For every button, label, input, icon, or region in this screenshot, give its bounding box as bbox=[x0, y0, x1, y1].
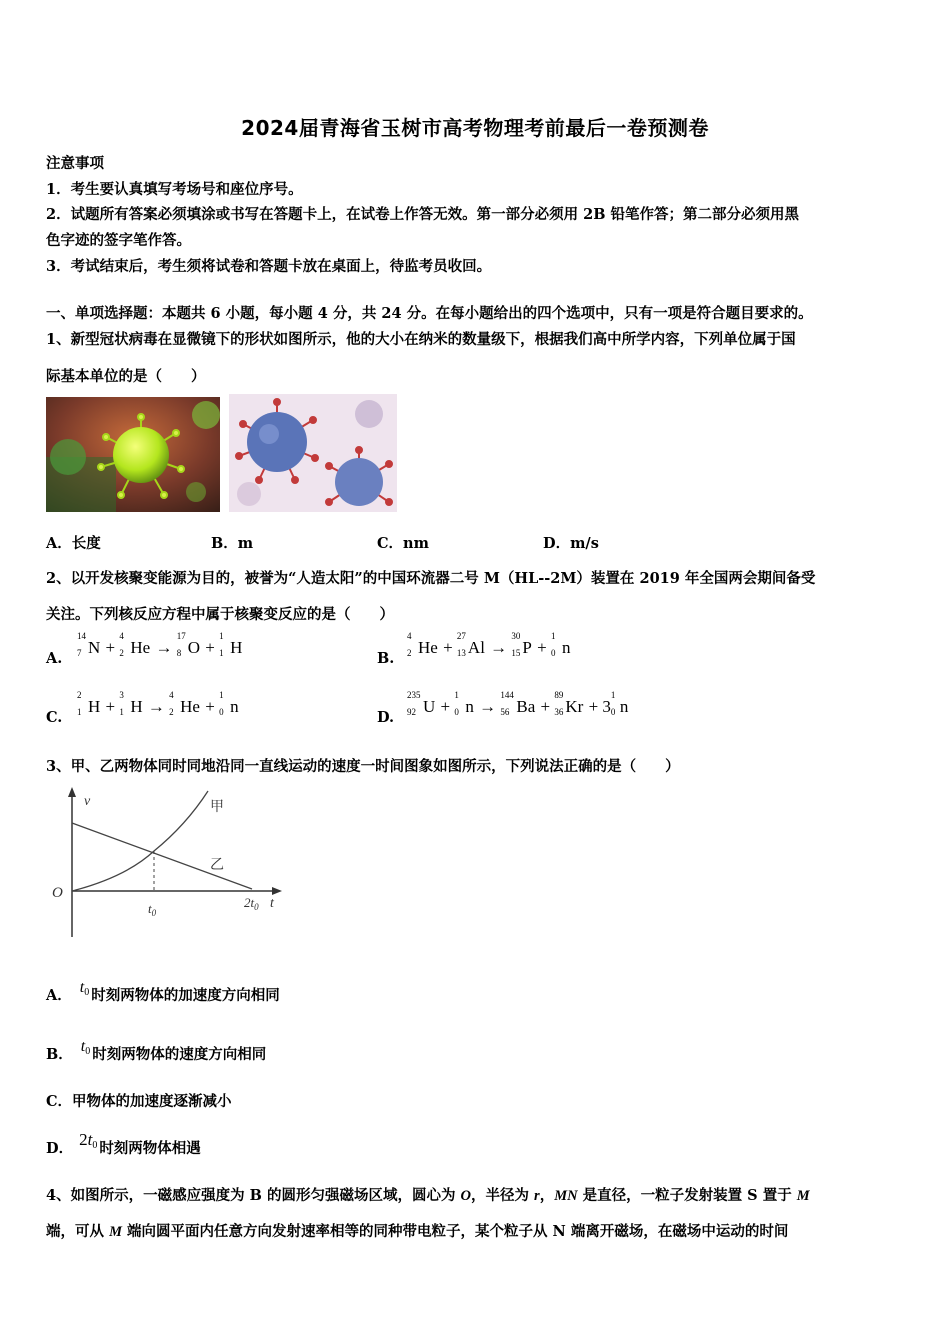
q2-stem-line1: 2、以开发核聚变能源为目的，被誉为“人造太阳”的中国环流器二号 M（HL--2M）装置在 2019 年全国两会期间备受 bbox=[46, 570, 816, 587]
q1-option-b[interactable]: B．m bbox=[211, 535, 254, 552]
q3-option-a[interactable]: A． $t_0$ 时刻两物体的加速度方向相同 bbox=[46, 979, 280, 1004]
virus-image-blue bbox=[229, 394, 397, 512]
q2-option-d-equation[interactable]: 235 92 U + 1 0 n → 144 56 Ba + 89 36 Kr + 3 1 0 n bbox=[407, 690, 629, 717]
virus-image-green bbox=[46, 397, 220, 512]
label-t-axis: t bbox=[270, 896, 274, 911]
v-axis-arrow bbox=[68, 787, 76, 797]
q3-option-c[interactable]: C．甲物体的加速度逐渐减小 bbox=[46, 1093, 232, 1110]
q2-option-c-equation[interactable]: 2 1 H + 3 1 H → 4 2 He + 1 0 n bbox=[77, 690, 239, 717]
q1-option-a[interactable]: A．长度 bbox=[46, 535, 101, 552]
label-origin: O bbox=[52, 885, 63, 901]
q2-stem-line2: 关注。下列核反应方程中属于核聚变反应的是（ ） bbox=[46, 606, 394, 623]
q2-option-a-equation[interactable]: 14 7 N + 4 2 He → 17 8 O + 1 1 H bbox=[77, 631, 243, 658]
q3-stem: 3、甲、乙两物体同时同地沿同一直线运动的速度一时间图象如图所示，下列说法正确的是（ ） bbox=[46, 758, 680, 775]
label-2t0: $2t_0$ bbox=[244, 895, 259, 912]
q2-option-a-label[interactable]: A. bbox=[46, 650, 63, 667]
label-yi: 乙 bbox=[210, 858, 224, 873]
q1-option-d[interactable]: D．m/s bbox=[543, 535, 599, 552]
q4-stem-line2: 端，可从 M 端向圆平面内任意方向发射速率相等的同种带电粒子，某个粒子从 N 端离开磁场，在磁场中运动的时间 bbox=[46, 1223, 789, 1240]
q3-option-b[interactable]: B． $t_0$ 时刻两物体的速度方向相同 bbox=[46, 1038, 267, 1063]
q4-stem-line1: 4、如图所示，一磁感应强度为 B 的圆形匀强磁场区域，圆心为 O，半径为 r，MN 是直径，一粒子发射装置 S 置于 M bbox=[46, 1187, 810, 1204]
line-yi bbox=[72, 823, 252, 889]
notice-item-2-cont: 色字迹的签字笔作答。 bbox=[46, 232, 191, 249]
q2-option-b-equation[interactable]: 4 2 He + 27 13 Al → 30 15 P + 1 0 n bbox=[407, 631, 571, 658]
t-axis-arrow bbox=[272, 887, 282, 895]
q2-option-d-label[interactable]: D. bbox=[377, 709, 395, 726]
label-t0: $t_0$ bbox=[148, 901, 157, 918]
label-jia: 甲 bbox=[210, 800, 224, 815]
notice-heading: 注意事项 bbox=[46, 155, 104, 172]
q2-option-b-label[interactable]: B. bbox=[377, 650, 395, 667]
curve-jia bbox=[72, 791, 208, 891]
velocity-time-graph bbox=[46, 785, 286, 945]
label-v: v bbox=[84, 794, 91, 809]
q1-option-c[interactable]: C．nm bbox=[377, 535, 429, 552]
q3-option-d[interactable]: D． $2t_0$ 时刻两物体相遇 bbox=[46, 1130, 201, 1157]
q1-stem-line1: 1、新型冠状病毒在显微镜下的形状如图所示，他的大小在纳米的数量级下，根据我们高中所学内容，下列单位属于国 bbox=[46, 331, 796, 348]
notice-item-1: 1．考生要认真填写考场号和座位序号。 bbox=[46, 181, 303, 198]
section-heading: 一、单项选择题：本题共 6 小题，每小题 4 分，共 24 分。在每小题给出的四个选项中，只有一项是符合题目要求的。 bbox=[46, 305, 813, 322]
paper-title: 2024届青海省玉树市高考物理考前最后一卷预测卷 bbox=[241, 116, 709, 140]
q2-option-c-label[interactable]: C. bbox=[46, 709, 63, 726]
q1-stem-line2: 际基本单位的是（ ） bbox=[46, 368, 206, 385]
notice-item-2: 2．试题所有答案必须填涂或书写在答题卡上，在试卷上作答无效。第一部分必须用 2B 铅笔作答；第二部分必须用黑 bbox=[46, 206, 800, 223]
notice-item-3: 3．考试结束后，考生须将试卷和答题卡放在桌面上，待监考员收回。 bbox=[46, 258, 492, 275]
